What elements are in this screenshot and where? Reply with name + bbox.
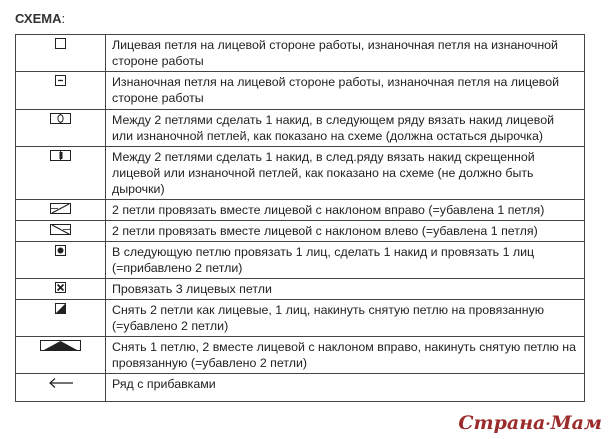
double-decrease-icon: [40, 340, 82, 352]
legend-row: [16, 72, 585, 110]
description-cell: Между 2 петлями сделать 1 накид, в след.ряду вязать накид скрещенной лицевой или изнаночной петлей, как показано на схеме (не должно быть дырочки): [106, 147, 585, 200]
legend-row: [16, 300, 585, 337]
symbol-cell: [16, 35, 106, 72]
legend-row: [16, 221, 585, 242]
knit-stitch-icon: [54, 38, 68, 50]
watermark-part1: Страна: [458, 412, 546, 434]
yarn-over-hole-icon: [50, 113, 72, 125]
legend-row: [16, 279, 585, 300]
symbol-cell: [16, 221, 106, 242]
symbol-cell: [16, 200, 106, 221]
legend-row: [16, 200, 585, 221]
increase-2-icon: [54, 245, 68, 257]
description-cell: Провязать 3 лицевых петли: [106, 279, 585, 300]
page-title: [15, 11, 65, 26]
symbol-cell: [16, 72, 106, 110]
yarn-over-twisted-icon: [50, 150, 72, 162]
skpo-decrease-icon: [54, 303, 68, 315]
symbol-cell: [16, 374, 106, 402]
symbol-cell: [16, 279, 106, 300]
description-cell: 2 петли провязать вместе лицевой с наклоном вправо (=убавлена 1 петля): [106, 200, 585, 221]
description-cell: Изнаночная петля на лицевой стороне работы, изнаночная петля на лицевой стороне работы: [106, 72, 585, 110]
k2tog-left-icon: [50, 224, 72, 236]
description-cell: Лицевая петля на лицевой стороне работы, изнаночная петля на изнаночной стороне работы: [106, 35, 585, 72]
k3tog-icon: [54, 282, 68, 294]
legend-row: [16, 337, 585, 374]
legend-row: [16, 374, 585, 402]
description-cell: 2 петли провязать вместе лицевой с наклоном влево (=убавлена 1 петля): [106, 221, 585, 242]
description-cell: Ряд с прибавками: [106, 374, 585, 402]
symbol-cell: [16, 300, 106, 337]
title-suffix: :: [61, 11, 66, 26]
purl-stitch-icon: [54, 75, 68, 87]
site-watermark: [458, 412, 602, 434]
legend-row: [16, 35, 585, 72]
description-cell: Снять 1 петлю, 2 вместе лицевой с наклоном вправо, накинуть снятую петлю на провязанную (=убавлено 2 петли): [106, 337, 585, 374]
symbol-cell: [16, 337, 106, 374]
description-cell: Снять 2 петли как лицевые, 1 лиц, накинуть снятую петлю на провязанную (=убавлено 2 петли): [106, 300, 585, 337]
symbol-cell: [16, 147, 106, 200]
watermark-dot-icon: ·: [545, 415, 551, 433]
arrow-left-icon: [48, 377, 74, 389]
watermark-part2: Мам: [550, 412, 602, 434]
description-cell: В следующую петлю провязать 1 лиц, сделать 1 накид и провязать 1 лиц (=прибавлено 2 петли): [106, 242, 585, 279]
k2tog-right-icon: [50, 203, 72, 215]
legend-table: [15, 34, 585, 402]
symbol-cell: [16, 242, 106, 279]
description-cell: Между 2 петлями сделать 1 накид, в следующем ряду вязать накид лицевой или изнаночной петлей, как показано на схеме (должна остаться дырочка): [106, 110, 585, 147]
legend-row: [16, 242, 585, 279]
title-main: СХЕМА: [15, 11, 62, 26]
legend-row: [16, 110, 585, 147]
legend-row: [16, 147, 585, 200]
symbol-cell: [16, 110, 106, 147]
